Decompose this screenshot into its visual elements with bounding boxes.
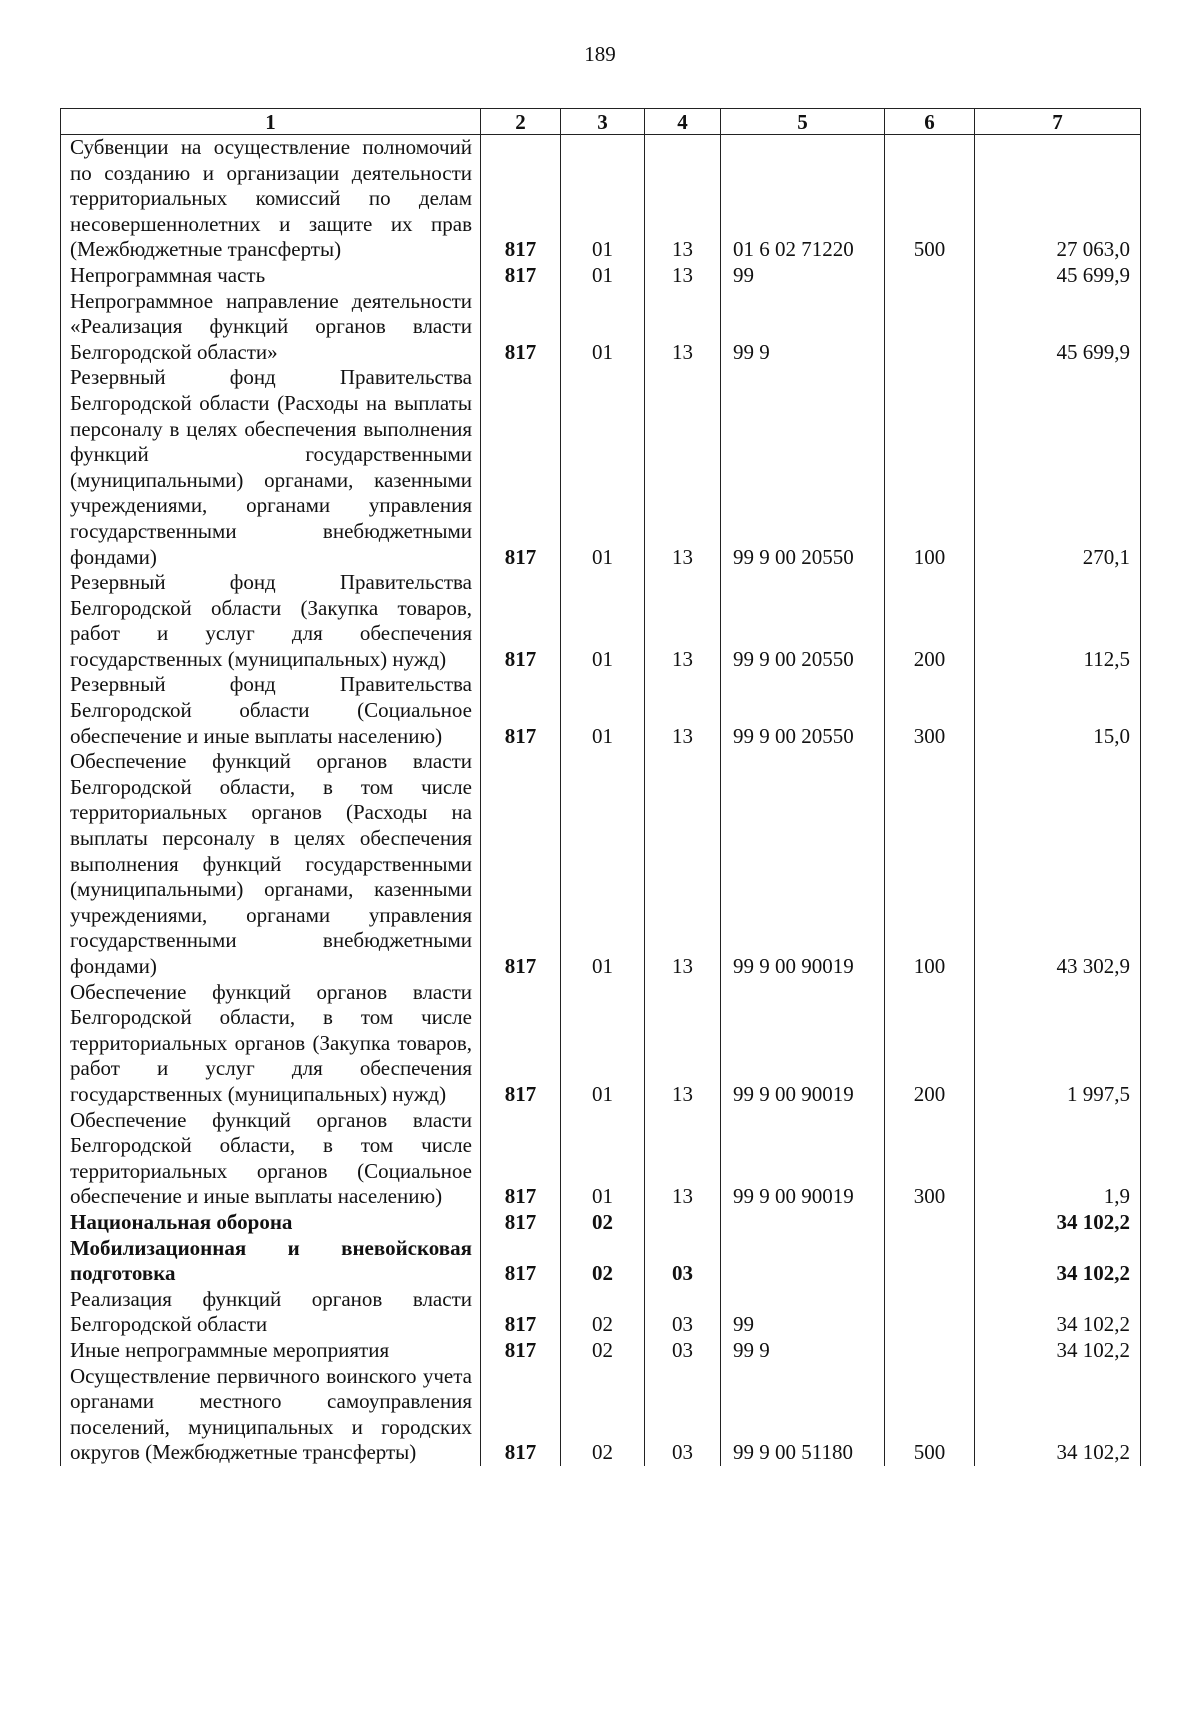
row-expense-type — [885, 263, 975, 289]
row-target-article: 99 — [721, 263, 885, 289]
row-target-article: 99 9 00 20550 — [721, 570, 885, 672]
row-amount: 34 102,2 — [975, 1338, 1141, 1364]
budget-table — [60, 108, 1141, 1466]
row-name: Резервный фонд Правительства Белгородской области (Закупка товаров, работ и услуг для обеспечения государственных (муниципальных) нужд) — [61, 570, 481, 672]
table-header-row — [61, 109, 1141, 135]
row-subsection: 03 — [645, 1287, 721, 1338]
row-amount: 1 997,5 — [975, 980, 1141, 1108]
table-row — [61, 1338, 1141, 1364]
row-name: Обеспечение функций органов власти Белгородской области, в том числе территориальных органов (Социальное обеспечение и иные выплаты населению) — [61, 1108, 481, 1210]
row-name: Непрограммное направление деятельности «Реализация функций органов власти Белгородской области» — [61, 289, 481, 366]
row-section: 02 — [561, 1210, 645, 1236]
row-subsection: 03 — [645, 1338, 721, 1364]
row-name: Обеспечение функций органов власти Белгородской области, в том числе территориальных органов (Расходы на выплаты персоналу в целях обеспечения выполнения функций государственными (муниципальными) органами, казенными учреждениями, органами управления государственными внебюджетными фондами) — [61, 749, 481, 979]
table-row — [61, 1108, 1141, 1210]
table-row — [61, 365, 1141, 570]
row-target-article: 99 9 00 90019 — [721, 749, 885, 979]
row-name: Реализация функций органов власти Белгородской области — [61, 1287, 481, 1338]
row-expense-type: 200 — [885, 980, 975, 1108]
table-row — [61, 289, 1141, 366]
column-header-1: 1 — [61, 109, 481, 135]
row-subsection — [645, 1210, 721, 1236]
row-name: Субвенции на осуществление полномочий по созданию и организации деятельности территориальных комиссий по делам несовершеннолетних и защите их прав (Межбюджетные трансферты) — [61, 135, 481, 263]
row-name: Национальная оборона — [61, 1210, 481, 1236]
table-row — [61, 672, 1141, 749]
page-number: 189 — [584, 42, 616, 66]
row-expense-type — [885, 289, 975, 366]
row-ministry-code: 817 — [481, 749, 561, 979]
row-amount: 15,0 — [975, 672, 1141, 749]
row-subsection: 13 — [645, 365, 721, 570]
table-row — [61, 749, 1141, 979]
row-name: Резервный фонд Правительства Белгородской области (Социальное обеспечение и иные выплаты населению) — [61, 672, 481, 749]
row-subsection: 13 — [645, 263, 721, 289]
column-header-4: 4 — [645, 109, 721, 135]
column-header-3: 3 — [561, 109, 645, 135]
column-header-7: 7 — [975, 109, 1141, 135]
column-header-2: 2 — [481, 109, 561, 135]
row-ministry-code: 817 — [481, 1338, 561, 1364]
row-target-article: 99 9 00 90019 — [721, 1108, 885, 1210]
row-target-article: 99 9 00 90019 — [721, 980, 885, 1108]
table-row — [61, 1287, 1141, 1338]
row-expense-type: 500 — [885, 1364, 975, 1466]
row-ministry-code: 817 — [481, 365, 561, 570]
row-target-article — [721, 1236, 885, 1287]
row-amount: 1,9 — [975, 1108, 1141, 1210]
row-section: 01 — [561, 135, 645, 263]
row-expense-type: 500 — [885, 135, 975, 263]
row-amount: 34 102,2 — [975, 1236, 1141, 1287]
table-row — [61, 135, 1141, 263]
row-section: 02 — [561, 1364, 645, 1466]
table-row-section-total — [61, 1210, 1141, 1236]
row-amount: 27 063,0 — [975, 135, 1141, 263]
row-subsection: 13 — [645, 289, 721, 366]
row-target-article: 99 9 — [721, 289, 885, 366]
table-row-subsection-total — [61, 1236, 1141, 1287]
column-header-5: 5 — [721, 109, 885, 135]
row-target-article: 99 9 — [721, 1338, 885, 1364]
row-name: Иные непрограммные мероприятия — [61, 1338, 481, 1364]
row-expense-type: 100 — [885, 365, 975, 570]
column-header-6: 6 — [885, 109, 975, 135]
row-name: Обеспечение функций органов власти Белгородской области, в том числе территориальных органов (Закупка товаров, работ и услуг для обеспечения государственных (муниципальных) нужд) — [61, 980, 481, 1108]
table-row — [61, 980, 1141, 1108]
row-subsection: 13 — [645, 570, 721, 672]
row-ministry-code: 817 — [481, 1236, 561, 1287]
row-ministry-code: 817 — [481, 263, 561, 289]
row-name: Осуществление первичного воинского учета органами местного самоуправления поселений, муниципальных и городских округов (Межбюджетные трансферты) — [61, 1364, 481, 1466]
table-row — [61, 1364, 1141, 1466]
row-amount: 112,5 — [975, 570, 1141, 672]
row-section: 02 — [561, 1338, 645, 1364]
row-expense-type: 300 — [885, 672, 975, 749]
row-amount: 34 102,2 — [975, 1210, 1141, 1236]
row-amount: 45 699,9 — [975, 263, 1141, 289]
row-amount: 270,1 — [975, 365, 1141, 570]
row-ministry-code: 817 — [481, 289, 561, 366]
row-ministry-code: 817 — [481, 570, 561, 672]
row-target-article: 99 — [721, 1287, 885, 1338]
row-ministry-code: 817 — [481, 980, 561, 1108]
row-expense-type: 100 — [885, 749, 975, 979]
row-name: Резервный фонд Правительства Белгородской области (Расходы на выплаты персоналу в целях обеспечения выполнения функций государственными (муниципальными) органами, казенными учреждениями, органами управления государственными внебюджетными фондами) — [61, 365, 481, 570]
row-section: 01 — [561, 289, 645, 366]
row-name: Непрограммная часть — [61, 263, 481, 289]
row-ministry-code: 817 — [481, 135, 561, 263]
row-ministry-code: 817 — [481, 672, 561, 749]
row-subsection: 13 — [645, 1108, 721, 1210]
row-section: 01 — [561, 365, 645, 570]
row-subsection: 13 — [645, 749, 721, 979]
row-section: 01 — [561, 1108, 645, 1210]
row-ministry-code: 817 — [481, 1364, 561, 1466]
row-subsection: 13 — [645, 980, 721, 1108]
row-section: 02 — [561, 1236, 645, 1287]
table-row — [61, 570, 1141, 672]
row-ministry-code: 817 — [481, 1108, 561, 1210]
row-section: 02 — [561, 1287, 645, 1338]
row-amount: 34 102,2 — [975, 1287, 1141, 1338]
row-target-article: 01 6 02 71220 — [721, 135, 885, 263]
table-row — [61, 263, 1141, 289]
row-expense-type: 300 — [885, 1108, 975, 1210]
row-expense-type — [885, 1236, 975, 1287]
row-subsection: 13 — [645, 135, 721, 263]
row-amount: 43 302,9 — [975, 749, 1141, 979]
row-expense-type — [885, 1210, 975, 1236]
row-expense-type — [885, 1338, 975, 1364]
row-target-article — [721, 1210, 885, 1236]
row-expense-type: 200 — [885, 570, 975, 672]
row-section: 01 — [561, 749, 645, 979]
row-amount: 45 699,9 — [975, 289, 1141, 366]
row-ministry-code: 817 — [481, 1287, 561, 1338]
row-subsection: 03 — [645, 1236, 721, 1287]
row-name: Мобилизационная и вневойсковая подготовка — [61, 1236, 481, 1287]
row-section: 01 — [561, 570, 645, 672]
row-subsection: 03 — [645, 1364, 721, 1466]
row-section: 01 — [561, 263, 645, 289]
row-section: 01 — [561, 672, 645, 749]
row-target-article: 99 9 00 20550 — [721, 365, 885, 570]
row-expense-type — [885, 1287, 975, 1338]
row-amount: 34 102,2 — [975, 1364, 1141, 1466]
row-subsection: 13 — [645, 672, 721, 749]
row-target-article: 99 9 00 51180 — [721, 1364, 885, 1466]
row-ministry-code: 817 — [481, 1210, 561, 1236]
row-section: 01 — [561, 980, 645, 1108]
row-target-article: 99 9 00 20550 — [721, 672, 885, 749]
